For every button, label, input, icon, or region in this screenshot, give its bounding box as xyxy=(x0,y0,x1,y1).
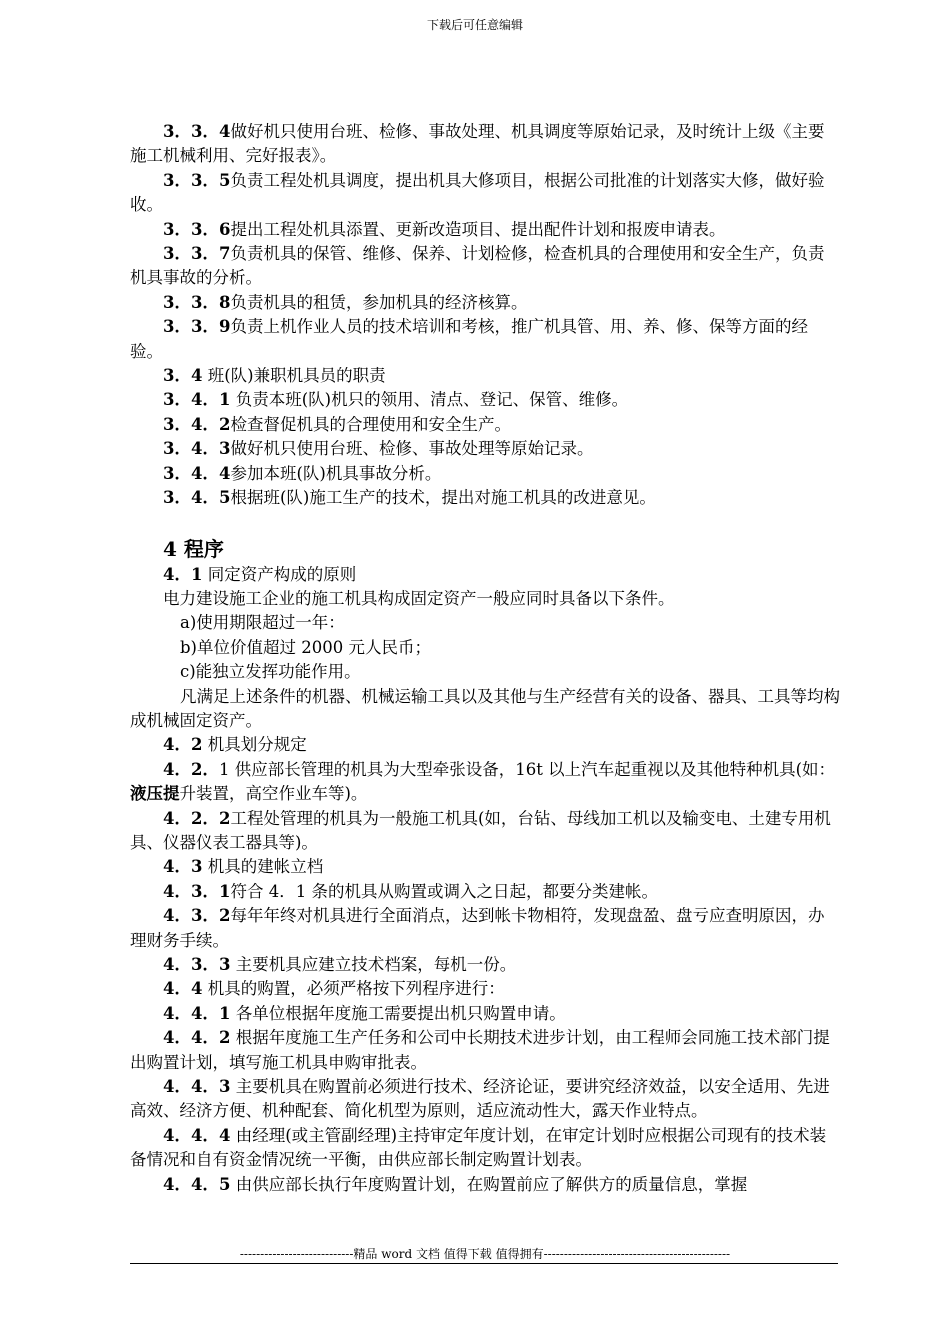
paragraph-conditions: 电力建设施工企业的施工机具构成固定资产一般应同时具备以下条件。 xyxy=(163,588,675,608)
page-header: 下载后可任意编辑 xyxy=(426,18,523,32)
paragraph-4-4: 4．4 机具的购置，必须严格按下列程序进行： xyxy=(163,979,505,999)
paragraph-4-4-1: 4．4．1 各单位根据年度施工需要提出机只购置申请。 xyxy=(163,1003,566,1023)
paragraph-4-4-5: 4．4．5 由供应部长执行年度购置计划，在购置前应了解供方的质量信息，掌握 xyxy=(163,1174,748,1194)
paragraph-3-3-6: 3．3．6提出工程处机具添置、更新改造项目、提出配件计划和报废申请表。 xyxy=(163,219,726,239)
paragraph-4-3-2: 4．3．2每年年终对机具进行全面消点，达到帐卡物相符，发现盘盈、盘亏应查明原因，办理财务手续。 xyxy=(130,906,825,950)
paragraph-4-3-3: 4．3．3 主要机具应建立技术档案，每机一份。 xyxy=(163,955,517,974)
paragraph-4-3: 4．3 机具的建帐立档 xyxy=(163,857,324,877)
paragraph-3-4-5: 3．4．5根据班(队)施工生产的技术，提出对施工机具的改进意见。 xyxy=(163,488,656,508)
paragraph-3-4-2: 3．4．2检查督促机具的合理使用和安全生产。 xyxy=(163,414,511,434)
footer-divider xyxy=(130,1263,838,1264)
paragraph-4-1: 4．1 同定资产构成的原则 xyxy=(163,564,357,584)
paragraph-3-3-4: 3．3．4做好机只使用台班、检修、事故处理、机具调度等原始记录，及时统计上级《主要施工机械利用、完好报表》。 xyxy=(130,122,825,166)
paragraph-3-4-4: 3．4．4参加本班(队)机具事故分析。 xyxy=(163,463,442,483)
section-heading: 4 程序 xyxy=(163,536,224,561)
paragraph-4-2: 4．2 机具划分规定 xyxy=(163,735,307,755)
document-body xyxy=(130,120,840,1197)
list-item-a: a)使用期限超过一年： xyxy=(180,613,345,633)
list-item-c: c)能独立发挥功能作用。 xyxy=(180,662,361,682)
page-footer: ----------------------------精品 word 文档 值得下载 值得拥有---------------------------------------------- xyxy=(239,1247,731,1261)
paragraph-4-4-3: 4．4．3 主要机具在购置前必须进行技术、经济论证，要讲究经济效益，以安全适用、先进高效、经济方便、机种配套、简化机型为原则，适应流动性大，露天作业特点。 xyxy=(130,1077,830,1121)
paragraph-4-2-1: 4．2．1 供应部长管理的机具为大型牵张设备，16t 以上汽车起重视以及其他特种机具(如：液压提升装置，高空作业车等)。 xyxy=(130,759,836,804)
paragraph-3-3-9: 3．3．9负责上机作业人员的技术培训和考核，推广机具管、用、养、修、保等方面的经验。 xyxy=(130,317,808,361)
paragraph-3-4-1: 3．4．1 负责本班(队)机只的领用、清点、登记、保管、维修。 xyxy=(163,390,629,410)
paragraph-3-4: 3．4 班(队)兼职机具员的职责 xyxy=(163,366,386,386)
paragraph-4-2-2: 4．2．2工程处管理的机具为一般施工机具(如，台钻、母线加工机以及输变电、土建专用机具、仪器仪表工器具等)。 xyxy=(130,808,831,852)
paragraph-3-3-7: 3．3．7负责机具的保管、维修、保养、计划检修，检查机具的合理使用和安全生产，负责机具事故的分析。 xyxy=(130,244,825,288)
list-item-b: b)单位价值超过 2000 元人民币； xyxy=(180,637,431,657)
paragraph-fixed-assets: 凡满足上述条件的机器、机械运输工具以及其他与生产经营有关的设备、器具、工具等均构成机械固定资产。 xyxy=(130,686,840,730)
paragraph-4-3-1: 4．3．1符合 4．1 条的机具从购置或调入之日起，都要分类建帐。 xyxy=(163,881,658,901)
paragraph-3-3-5: 3．3．5负责工程处机具调度，提出机具大修项目，根据公司批准的计划落实大修，做好验收。 xyxy=(130,170,825,215)
paragraph-3-4-3: 3．4．3做好机只使用台班、检修、事故处理等原始记录。 xyxy=(163,439,594,459)
paragraph-4-4-4: 4．4．4 由经理(或主管副经理)主持审定年度计划，在审定计划时应根据公司现有的技术装备情况和自有资金情况统一平衡，由供应部长制定购置计划表。 xyxy=(130,1125,827,1170)
paragraph-3-3-8: 3．3．8负责机具的租赁，参加机具的经济核算。 xyxy=(163,292,528,312)
paragraph-4-4-2: 4．4．2 根据年度施工生产任务和公司中长期技术进步计划，由工程师会同施工技术部门提出购置计划，填写施工机具申购审批表。 xyxy=(130,1028,830,1072)
